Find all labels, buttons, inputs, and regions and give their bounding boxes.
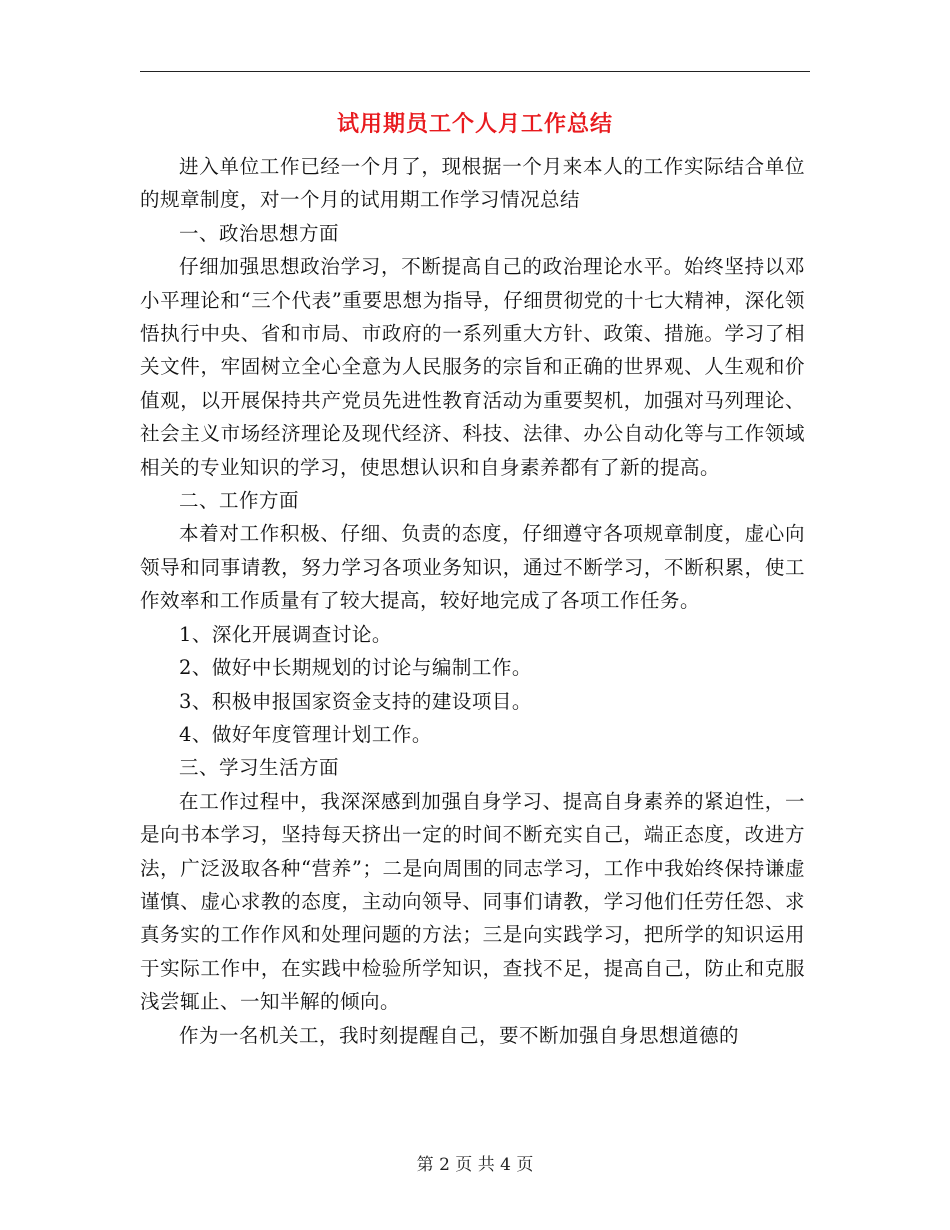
document-body — [140, 150, 805, 1052]
political-paragraph: 仔细加强思想政治学习，不断提高自己的政治理论水平。始终坚持以邓小平理论和“三个代表”重要思想为指导，仔细贯彻党的十七大精神，深化领悟执行中央、省和市局、市政府的一系列重大方针、政策、措施。学习了相关文件，牢固树立全心全意为人民服务的宗旨和正确的世界观、人生观和价值观，以开展保持共产党员先进性教育活动为重要契机，加强对马列理论、社会主义市场经济理论及现代经济、科技、法律、办公自动化等与工作领域相关的专业知识的学习，使思想认识和自身素养都有了新的提高。 — [140, 255, 805, 479]
page-number: 第 2 页 共 4 页 — [416, 1155, 534, 1175]
study-life-paragraph: 在工作过程中，我深深感到加强自身学习、提高自身素养的紧迫性，一是向书本学习，坚持每天挤出一定的时间不断充实自己，端正态度，改进方法，广泛汲取各种“营养”；二是向周围的同志学习，工作中我始终保持谦虚谨慎、虚心求教的态度，主动向领导、同事们请教，学习他们任劳任怨、求真务实的工作作风和处理问题的方法；三是向实践学习，把所学的知识运用于实际工作中，在实践中检验所学知识，查找不足，提高自己，防止和克服浅尝辄止、一知半解的倾向。 — [140, 789, 805, 1014]
work-paragraph: 本着对工作积极、仔细、负责的态度，仔细遵守各项规章制度，虚心向领导和同事请教，努力学习各项业务知识，通过不断学习，不断积累，使工作效率和工作质量有了较大提高，较好地完成了各项工作任务。 — [140, 522, 805, 613]
section-heading-political: 一、政治思想方面 — [179, 221, 340, 245]
work-list-item: 2、做好中长期规划的讨论与编制工作。 — [179, 656, 532, 680]
section-heading-work: 二、工作方面 — [179, 489, 300, 513]
document-title: 试用期员工个人月工作总结 — [336, 111, 613, 137]
work-list-item: 4、做好年度管理计划工作。 — [179, 722, 432, 746]
work-list-item: 3、积极申报国家资金支持的建设项目。 — [179, 689, 532, 713]
closing-paragraph: 作为一名机关工，我时刻提醒自己，要不断加强自身思想道德的 — [179, 1023, 740, 1047]
header-rule — [140, 71, 810, 72]
work-list-item: 1、深化开展调查讨论。 — [179, 622, 392, 646]
section-heading-study-life: 三、学习生活方面 — [179, 756, 340, 780]
intro-paragraph: 进入单位工作已经一个月了，现根据一个月来本人的工作实际结合单位的规章制度，对一个月的试用期工作学习情况总结 — [140, 155, 805, 212]
